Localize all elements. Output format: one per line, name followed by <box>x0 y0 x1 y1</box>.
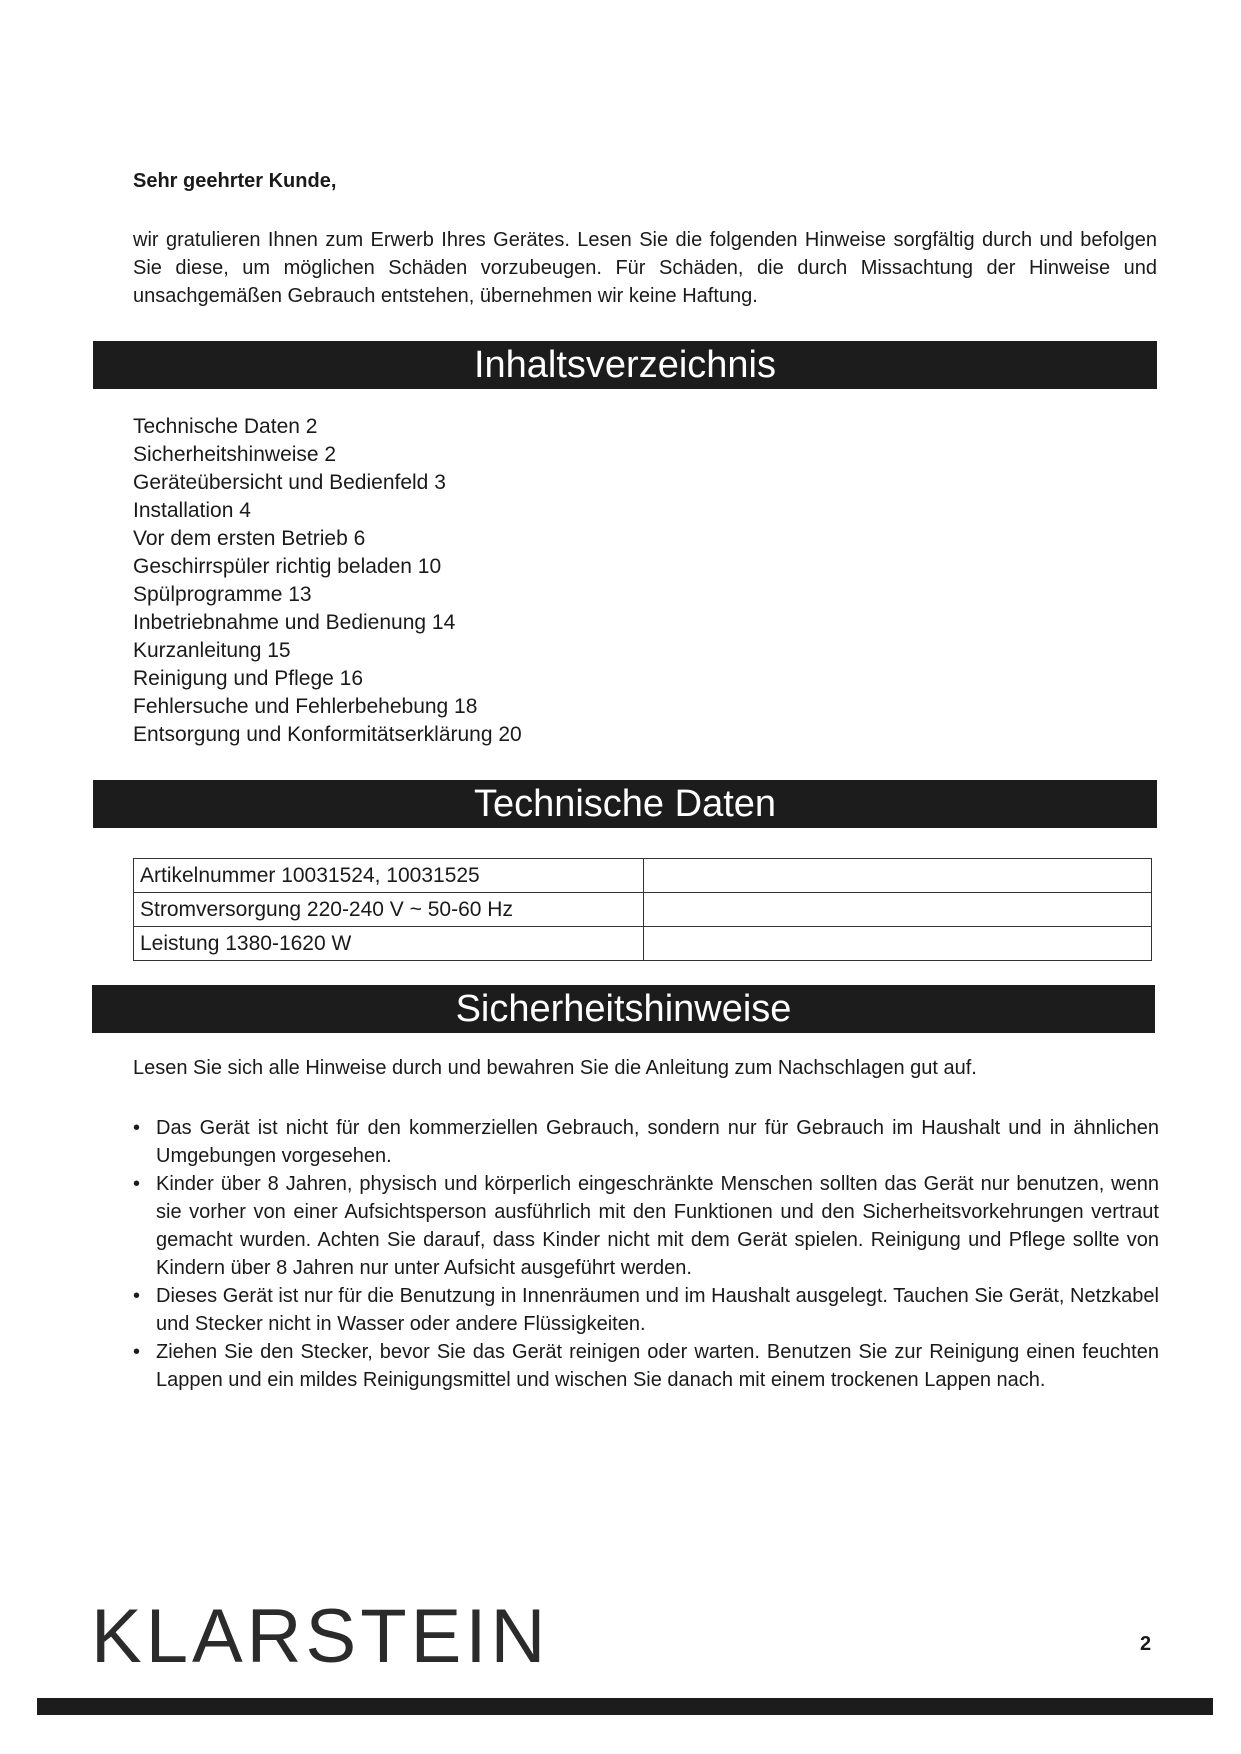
table-row <box>134 927 1152 961</box>
toc-item: Kurzanleitung 15 <box>133 639 291 662</box>
table-cell: Artikelnummer 10031524, 10031525 <box>134 859 644 893</box>
bullet-icon: • <box>133 1341 141 1363</box>
toc-item: Inbetriebnahme und Bedienung 14 <box>133 611 456 634</box>
toc-item: Sicherheitshinweise 2 <box>133 443 337 466</box>
toc-list <box>133 413 522 749</box>
toc-item: Entsorgung und Konformitätserklärung 20 <box>133 723 522 746</box>
table-cell <box>644 859 1152 893</box>
list-item <box>133 1338 1159 1394</box>
safety-list <box>133 1114 1159 1394</box>
table-cell: Leistung 1380-1620 W <box>134 927 644 961</box>
toc-item: Installation 4 <box>133 499 251 522</box>
table-row <box>134 893 1152 927</box>
brand-logo: KLARSTEIN <box>91 1594 550 1679</box>
technical-data-heading: Technische Daten <box>93 780 1157 828</box>
list-item <box>133 1282 1159 1338</box>
table-cell <box>644 893 1152 927</box>
toc-heading: Inhaltsverzeichnis <box>93 341 1157 389</box>
list-item-text: Das Gerät ist nicht für den kommerziellen Gebrauch, sondern nur für Gebrauch im Haushalt und in ähnlichen Umgebungen vorgesehen. <box>156 1117 1159 1167</box>
safety-lead: Lesen Sie sich alle Hinweise durch und bewahren Sie die Anleitung zum Nachschlagen gut auf. <box>133 1057 977 1079</box>
bullet-icon: • <box>133 1285 141 1307</box>
table-row <box>134 859 1152 893</box>
intro-paragraph: wir gratulieren Ihnen zum Erwerb Ihres Gerätes. Lesen Sie die folgenden Hinweise sorgfältig durch und befolgen Sie diese, um möglichen Schäden vorzubeugen. Für Schäden, die durch Missachtung der Hinweise und unsachgemäßen Gebrauch entstehen, übernehmen wir keine Haftung. <box>133 229 1157 307</box>
list-item-text: Dieses Gerät ist nur für die Benutzung in Innenräumen und im Haushalt ausgelegt. Tauchen Sie Gerät, Netzkabel und Stecker nicht in Wasser oder andere Flüssigkeiten. <box>156 1285 1159 1335</box>
greeting: Sehr geehrter Kunde, <box>133 170 337 192</box>
footer-divider <box>37 1698 1213 1715</box>
list-item-text: Ziehen Sie den Stecker, bevor Sie das Gerät reinigen oder warten. Benutzen Sie zur Reinigung einen feuchten Lappen und ein mildes Reinigungsmittel und wischen Sie danach mit einem trockenen Lappen nach. <box>156 1341 1159 1391</box>
toc-item: Reinigung und Pflege 16 <box>133 667 364 690</box>
table-cell: Stromversorgung 220-240 V ~ 50-60 Hz <box>134 893 644 927</box>
toc-item: Fehlersuche und Fehlerbehebung 18 <box>133 695 478 718</box>
safety-heading: Sicherheitshinweise <box>92 985 1155 1033</box>
bullet-icon: • <box>133 1173 141 1195</box>
page-number: 2 <box>1140 1633 1152 1655</box>
bullet-icon: • <box>133 1117 141 1139</box>
table-cell <box>644 927 1152 961</box>
toc-item: Technische Daten 2 <box>133 415 318 438</box>
list-item <box>133 1114 1159 1170</box>
technical-data-table <box>133 858 1152 961</box>
toc-item: Geschirrspüler richtig beladen 10 <box>133 555 442 578</box>
list-item-text: Kinder über 8 Jahren, physisch und körperlich eingeschränkte Menschen sollten das Gerät nur benutzen, wenn sie vorher von einer Aufsichtsperson ausführlich mit den Funktionen und den Sicherheitsvorkehrungen vertraut gemacht wurden. Achten Sie darauf, dass Kinder nicht mit dem Gerät spielen. Reinigung und Pflege sollte von Kindern über 8 Jahren nur unter Aufsicht ausgeführt werden. <box>156 1173 1159 1279</box>
toc-item: Vor dem ersten Betrieb 6 <box>133 527 366 550</box>
toc-item: Geräteübersicht und Bedienfeld 3 <box>133 471 446 494</box>
list-item <box>133 1170 1159 1282</box>
toc-item: Spülprogramme 13 <box>133 583 312 606</box>
